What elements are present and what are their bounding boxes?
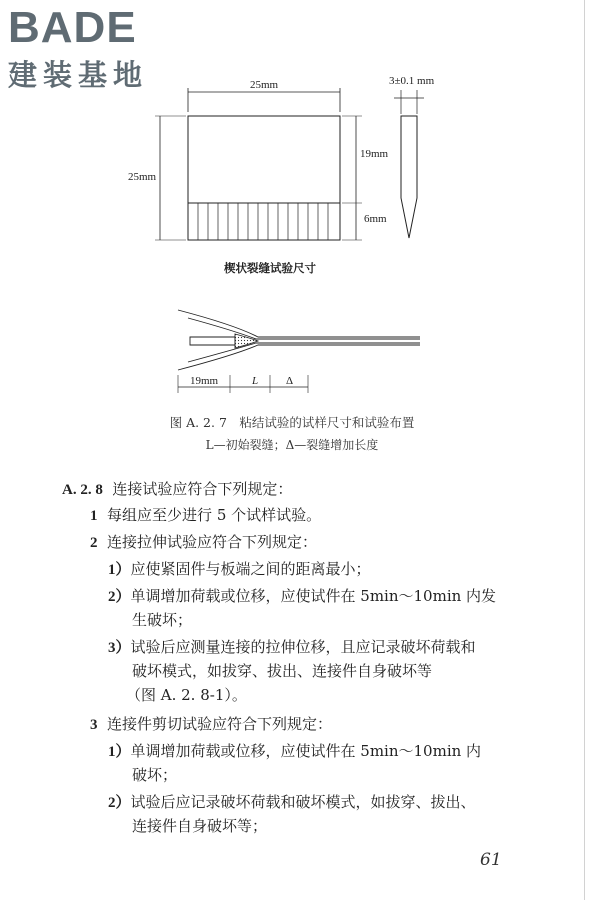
list-item: 1）应使紧固件与板端之间的距离最小； <box>108 560 371 578</box>
wedge-subcaption: 楔状裂缝试验尺寸 <box>224 261 316 275</box>
list-item: 1）单调增加荷载或位移，应使试件在 5min～10min 内 <box>108 742 482 760</box>
section-number: A. 2. 8 <box>62 482 103 498</box>
figure-caption: 图 A. 2. 7 粘结试验的试样尺寸和试验布置 <box>169 415 415 430</box>
dim-thickness-label: 3±0.1 mm <box>389 75 435 87</box>
bond-test-layout <box>178 310 420 370</box>
list-item: 2）单调增加荷载或位移，应使试件在 5min～10min 内发 <box>108 587 497 605</box>
dim-lower-label: 6mm <box>364 213 387 225</box>
list-item-continuation: 破坏模式，如拔穿、拔出、连接件自身破坏等 <box>132 662 433 680</box>
list-item: 1 每组应至少进行 5 个试样试验。 <box>90 506 322 524</box>
dim-delta-label: Δ <box>286 375 294 387</box>
brand-logo: BADE <box>8 3 137 52</box>
list-item: 2）试验后应记录破坏荷载和破坏模式，如拔穿、拔出、 <box>108 793 476 811</box>
list-item-continuation: （图 A. 2. 8-1）。 <box>126 686 247 704</box>
list-item: 2 连接拉伸试验应符合下列规定： <box>90 533 318 551</box>
wedge-side-view <box>401 116 417 238</box>
wedge-specimen <box>188 116 340 240</box>
figure-legend: L—初始裂缝；Δ—裂缝增加长度 <box>205 438 379 452</box>
list-item: 3 连接件剪切试验应符合下列规定： <box>90 715 333 733</box>
section-title: 连接试验应符合下列规定： <box>112 480 293 498</box>
dim-height-label: 25mm <box>128 171 157 183</box>
hatch-lines <box>198 203 328 240</box>
list-item-continuation: 破坏； <box>132 766 178 784</box>
dim-width-label: 25mm <box>250 79 279 91</box>
dim-upper-label: 19mm <box>360 148 389 160</box>
list-item: 3）试验后应测量连接的拉伸位移，且应记录破坏荷载和 <box>108 638 476 656</box>
list-item-continuation: 生破坏； <box>132 611 193 629</box>
list-item-continuation: 连接件自身破坏等； <box>132 817 268 835</box>
dim-19mm-label: 19mm <box>190 375 219 387</box>
dim-L-label: L <box>252 375 259 387</box>
brand-subtitle: 建装基地 <box>8 58 149 92</box>
section-heading <box>62 478 292 501</box>
page-number: 61 <box>480 850 502 870</box>
